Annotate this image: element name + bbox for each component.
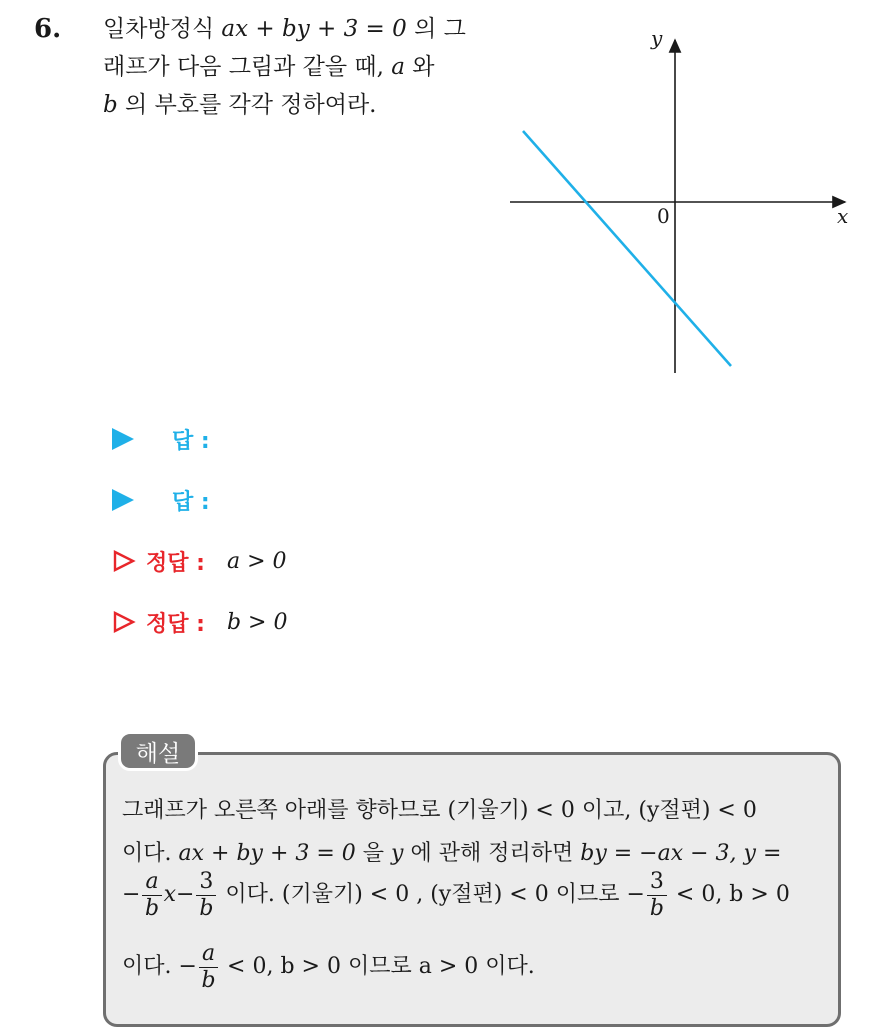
- question-line-3: [103, 86, 503, 124]
- fraction-numerator: 3: [196, 869, 216, 896]
- outline-arrow-icon: [112, 549, 136, 573]
- correct-answer-value: b > 0: [226, 609, 288, 635]
- correct-answer-label: 정답 :: [146, 611, 205, 637]
- play-arrow-icon: [112, 489, 134, 511]
- answer-label: 답 :: [172, 489, 210, 515]
- solution-line-3: [122, 868, 790, 922]
- solution-text: < 0, b > 0 이므로 a > 0 이다.: [220, 954, 535, 979]
- play-arrow-icon: [112, 428, 134, 450]
- coordinate-graph: [505, 28, 855, 378]
- question-text-part: 의 그: [406, 16, 466, 42]
- outline-arrow-icon: [112, 610, 136, 634]
- solution-text: 을: [355, 841, 392, 866]
- fraction-a-over-b: [142, 869, 161, 922]
- fraction-numerator: a: [199, 941, 218, 968]
- fraction-a-over-b: [199, 941, 218, 994]
- correct-answer-value: a > 0: [226, 548, 287, 574]
- solution-tag: 해설: [118, 731, 198, 771]
- fraction-denominator: b: [144, 895, 160, 921]
- minus-sign: −: [122, 882, 141, 907]
- question-text-part: 와: [404, 54, 435, 80]
- solution-line-4: [122, 940, 535, 994]
- question-number: 6.: [34, 14, 62, 44]
- question-text-part: 일차방정식: [103, 16, 222, 42]
- solution-text: 이다. (기울기) < 0 , (y절편) < 0 이므로 −: [218, 882, 645, 907]
- answer-row-4: [112, 604, 287, 640]
- fraction-numerator: a: [142, 869, 161, 896]
- answer-row-1: [112, 421, 232, 457]
- solution-line-1: 그래프가 오른쪽 아래를 향하므로 (기울기) < 0 이고, (y절편) < 0: [122, 798, 757, 823]
- equation: ax + by + 3 = 0: [178, 841, 356, 866]
- answer-label: 답 :: [172, 428, 210, 454]
- variable-b: b: [103, 92, 118, 118]
- fraction-denominator: b: [201, 967, 216, 993]
- equation: by = −ax − 3, y =: [580, 841, 782, 866]
- equation: ax + by + 3 = 0: [221, 16, 407, 42]
- answer-row-2: [112, 482, 232, 518]
- fraction-denominator: b: [199, 895, 214, 921]
- solution-text: 에 관해 정리하면: [403, 841, 581, 866]
- fraction-numerator: 3: [647, 869, 667, 896]
- question-line-1: [103, 10, 503, 48]
- question-line-2: [103, 48, 503, 86]
- question-text-part: 래프가 다음 그림과 같을 때,: [103, 54, 392, 80]
- y-axis-label: y: [651, 28, 663, 50]
- variable-x: x−: [163, 882, 195, 907]
- solution-text: 이다. −: [122, 954, 197, 979]
- solution-text: 이다.: [122, 841, 179, 866]
- variable-a: a: [391, 54, 405, 80]
- solution-line-2: [122, 836, 781, 867]
- question-text-part: 의 부호를 각각 정하여라.: [117, 92, 377, 118]
- fraction-3-over-b: [647, 869, 667, 922]
- variable-y: y: [391, 841, 404, 866]
- answer-row-3: [112, 543, 287, 579]
- origin-label: 0: [657, 204, 670, 228]
- fraction-3-over-b: [196, 869, 216, 922]
- fraction-denominator: b: [649, 895, 664, 921]
- x-axis-label: x: [837, 204, 849, 228]
- solution-text: < 0, b > 0: [668, 882, 790, 907]
- correct-answer-label: 정답 :: [146, 550, 205, 576]
- question-text: [103, 10, 503, 124]
- graph-line: [523, 131, 731, 366]
